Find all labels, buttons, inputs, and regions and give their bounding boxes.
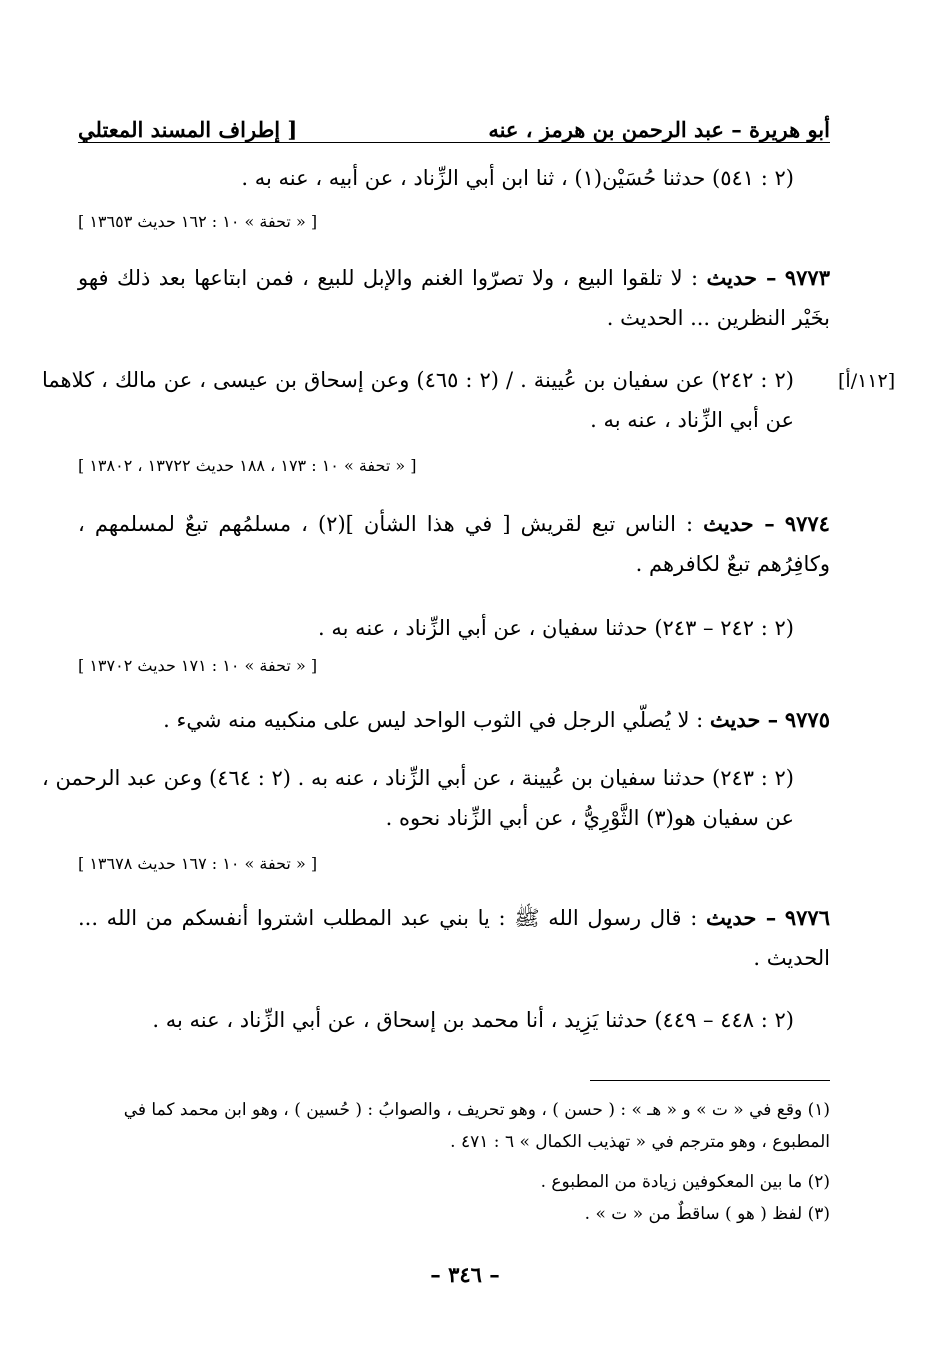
isnad-paragraph: (٢ : ٢٤٢) عن سفيان بن عُيينة . / (٢ : ٤٦٥) وعن إسحاق بن عيسى ، عن مالك ، كلاهما عن أبي الزِّناد ، عنه به . [42, 368, 794, 432]
tuhfa-reference: [ « تحفة » ١٠ : ١٦٢ حديث ١٣٦٥٣ ] [78, 212, 318, 231]
tuhfa-reference: [ « تحفة » ١٠ : ١٧١ حديث ١٣٧٠٢ ] [78, 656, 318, 675]
hadith-paragraph [78, 504, 830, 584]
hadith-text: : لا تلقوا البيع ، ولا تصرّوا الغنم والإبل للبيع ، فمن ابتاعها بعد ذلك فهو بخَيْر النظرين ... الحديث . [78, 266, 830, 330]
page-number: – ٣٤٦ – [430, 1262, 500, 1287]
footnote: (٣) لفظ ( هو ) ساقطٌ من « ت » . [584, 1204, 830, 1224]
running-header [78, 108, 830, 143]
header-chapter-title: أبو هريرة – عبد الرحمن بن هرمز ، عنه [488, 117, 830, 142]
hadith-keyword: – حديث [703, 511, 775, 536]
hadith-keyword: – حديث [709, 707, 779, 732]
hadith-text: : لا يُصلّي الرجل في الثوب الواحد ليس على منكبيه منه شيء . [163, 708, 704, 732]
hadith-text: : قال رسول الله ﷺ : يا بني عبد المطلب اشتروا أنفسكم من الله ... الحديث . [78, 906, 830, 970]
margin-folio-note: [١١٢/أ] [838, 370, 896, 392]
isnad-paragraph: (٢ : ٥٤١) حدثنا حُسَيْن(١) ، ثنا ابن أبي الزِّناد ، عن أبيه ، عنه به . [241, 166, 794, 190]
hadith-number: ٩٧٧٥ [784, 707, 830, 732]
hadith-keyword: – حديث [705, 905, 777, 930]
footnote: (٢) ما بين المعكوفين زيادة من المطبوع . [540, 1172, 830, 1192]
isnad-paragraph: (٢ : ٤٤٨ – ٤٤٩) حدثنا يَزِيد ، أنا محمد بن إسحاق ، عن أبي الزِّناد ، عنه به . [152, 1008, 794, 1032]
hadith-paragraph [78, 258, 830, 338]
tuhfa-reference: [ « تحفة » ١٠ : ١٦٧ حديث ١٣٦٧٨ ] [78, 854, 318, 873]
hadith-text: : الناس تبع لقريش [ في هذا الشأن ](٢) ، مسلمُهم تبعٌ لمسلمهم ، وكافِرُهم تبعٌ لكافرهم . [78, 512, 830, 576]
tuhfa-reference: [ « تحفة » ١٠ : ١٧٣ ، ١٨٨ حديث ١٣٧٢٢ ، ١٣٨٠٢ ] [78, 456, 417, 475]
isnad-paragraph: (٢ : ٢٤٣) حدثنا سفيان بن عُيينة ، عن أبي الزِّناد ، عنه به . (٢ : ٤٦٤) وعن عبد الرحمن ، عن سفيان هو(٣) الثَّوْرِيُّ ، عن أبي الزِّناد نحوه . [42, 766, 794, 830]
hadith-number: ٩٧٧٤ [784, 511, 830, 536]
hadith-paragraph [78, 898, 830, 978]
hadith-keyword: – حديث [706, 265, 777, 290]
header-book-title: [ إطراف المسند المعتلي [78, 117, 298, 142]
hadith-paragraph [78, 700, 830, 740]
hadith-number: ٩٧٧٣ [784, 265, 830, 290]
isnad-paragraph: (٢ : ٢٤٢ – ٢٤٣) حدثنا سفيان ، عن أبي الزِّناد ، عنه به . [318, 616, 794, 640]
hadith-number: ٩٧٧٦ [784, 905, 830, 930]
footnote: (١) وقع في « ت » و « هـ » : ( حسن ) ، وهو تحريف ، والصوابُ : ( حُسين ) ، وهو ابن محمد كما في المطبوع ، وهو مترجم في « تهذيب الكمال » ٦ : ٤٧١ . [123, 1100, 830, 1152]
footnote-separator [590, 1080, 830, 1081]
